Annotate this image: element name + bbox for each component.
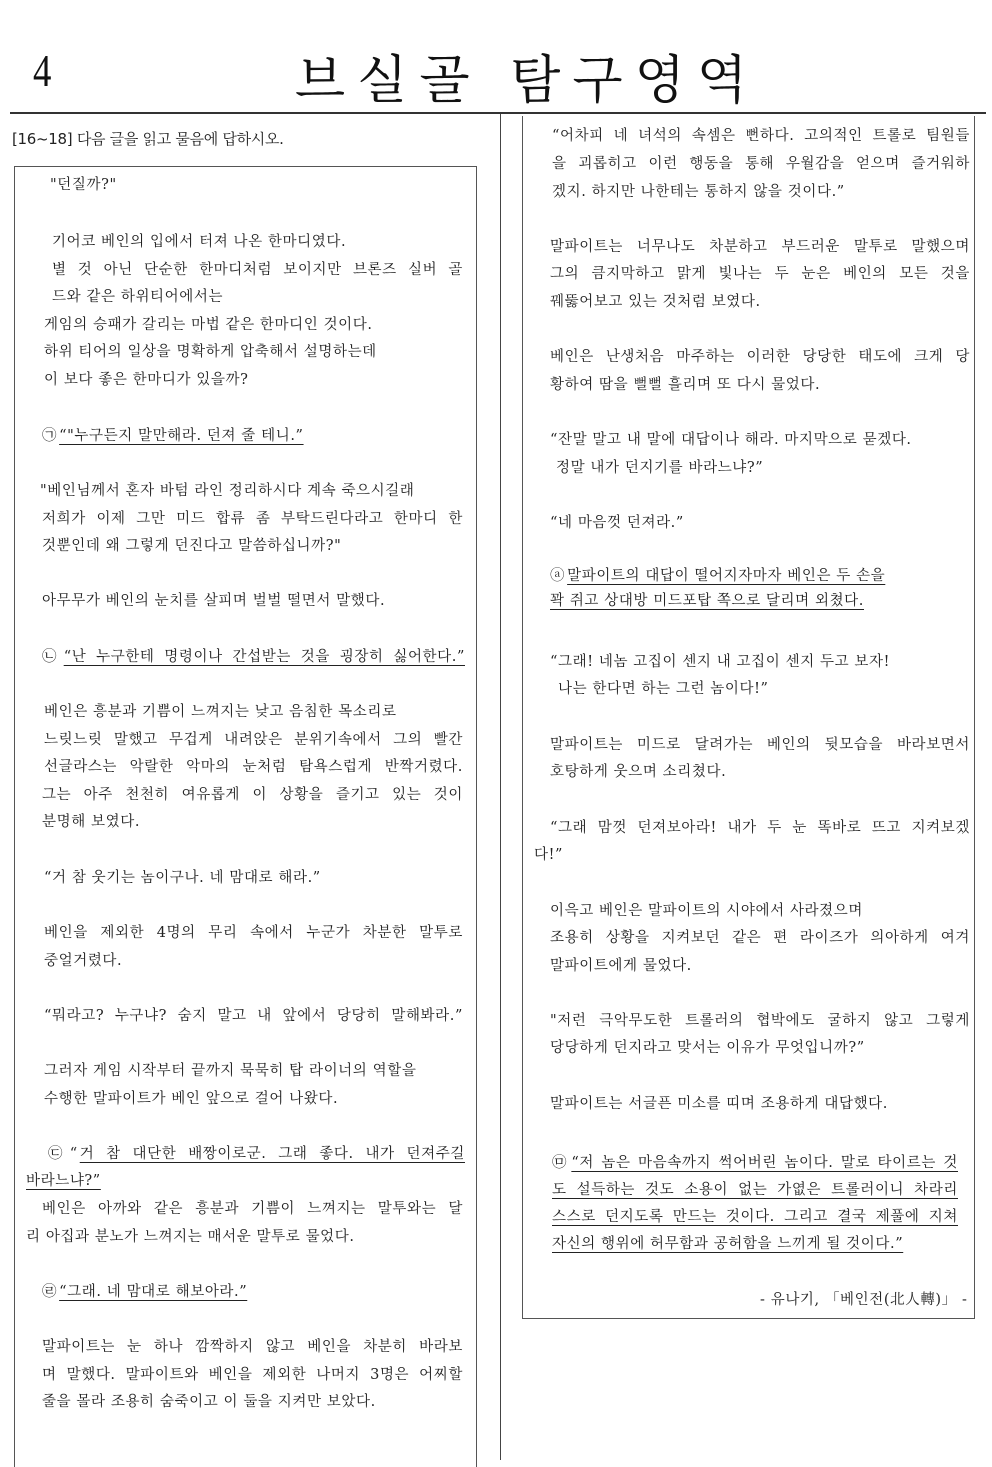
line-text: 하위 티어의 일상을 명확하게 압축해서 설명하는데 [44,344,377,360]
line-text: “그래 맘껏 던져보아라! 내가 두 눈 똑바로 뜨고 지켜보겠 [550,820,970,836]
underlined-text: 도 설득하는 것도 소용이 없는 가엾은 트롤러이니 차라리 [552,1182,958,1198]
left-passage-line [26,1171,101,1191]
line-text: “잔말 말고 내 말에 대답이나 해라. 마지막으로 묻겠다. [550,432,912,448]
line-text: 겠지. 하지만 나한테는 통하지 않을 것이다.” [552,184,845,200]
page-number: 4 [33,45,52,96]
line-text: 며 말했다. 말파이트와 베인을 제외한 나머지 3명은 어찌할 [42,1367,463,1383]
line-text: 기어코 베인의 입에서 터져 나온 한마디였다. [52,234,347,250]
annotation-marker: ㉣ [42,1284,58,1300]
line-text: 베인을 제외한 4명의 무리 속에서 누군가 차분한 말투로 [44,925,463,941]
line-text: “뭐라고? 누구냐? 숨지 말고 내 앞에서 당당히 말해봐라.” [44,1008,463,1024]
underlined-text: 말파이트의 대답이 떨어지자마자 베인은 두 손을 [567,568,886,584]
line-text: 꿰뚫어보고 있는 것처럼 보였다. [550,294,761,310]
annotation-marker: ㉢“ [48,1146,78,1162]
left-passage-line [42,785,463,805]
line-text: 수행한 말파이트가 베인 앞으로 걸어 나왔다. [44,1091,339,1107]
right-passage-line [550,292,761,312]
right-passage-line [550,513,684,533]
line-text: 게임의 승패가 갈리는 마법 같은 한마디인 것이다. [44,317,373,333]
underlined-text: “그래. 네 맘대로 해보아라.” [59,1284,248,1300]
line-text: 별 것 아닌 단순한 한마디처럼 보이지만 브론즈 실버 골 [52,262,463,278]
left-passage-line [44,730,463,750]
right-passage-line [556,458,763,478]
line-text: 이 보다 좋은 한마디가 있을까? [44,372,249,388]
line-text: 그의 큼지막하고 맑게 빛나는 두 눈은 베인의 모든 것을 [550,266,970,282]
line-text: 말파이트는 서글픈 미소를 띠며 조용하게 대답했다. [550,1096,888,1112]
line-text: 조용히 상황을 지켜보던 같은 편 라이즈가 의아하게 여겨 [550,930,970,946]
left-passage-line [42,1337,463,1357]
left-passage-line [52,287,223,307]
question-instruction: [16~18] 다음 글을 읽고 물음에 답하시오. [12,130,284,148]
right-passage-line [550,652,890,672]
right-passage-line [552,1234,903,1254]
left-passage-line [44,1006,463,1026]
left-passage-line [44,370,249,390]
underlined-text: 거 참 대단한 배짱이로군. 그래 좋다. 내가 던져주길 [79,1146,465,1162]
right-passage-line [552,1153,958,1173]
left-passage-line [42,591,385,611]
right-passage-line [550,1038,865,1058]
line-text: 중얼거렸다. [44,953,123,969]
line-text: 분명해 보였다. [42,814,141,830]
line-text: 말파이트는 너무나도 차분하고 부드러운 말투로 말했으며 [550,239,970,255]
column-divider [500,114,501,1460]
line-text: "던질까?" [50,177,117,193]
underlined-text: “난 누구한테 명령이나 간섭받는 것을 굉장히 싫어한다.” [63,649,465,665]
line-text: 당당하게 던지라고 맞서는 이유가 무엇입니까?” [550,1040,865,1056]
left-passage-line [42,647,465,667]
line-text: 이윽고 베인은 말파이트의 시야에서 사라졌으며 [550,903,863,919]
header-rule [10,112,986,114]
line-text: “어차피 네 녀석의 속셈은 뻔하다. 고의적인 트롤로 팀원들 [552,128,970,144]
source-attribution: - 유나기, 「베인전(北人轉)」 - [760,1292,968,1308]
line-text: “네 마음껏 던져라.” [550,515,684,531]
annotation-marker: ㉡ [42,649,62,665]
left-passage-line [48,1144,465,1164]
right-passage-line [550,264,970,284]
left-passage-line [44,1089,338,1109]
right-passage-line [550,928,970,948]
left-passage-line [40,481,414,501]
left-passage-line [26,1227,355,1247]
annotation-marker: ⓐ [550,568,566,584]
left-passage-line [44,923,463,943]
left-passage-line [42,426,304,446]
line-text: 그는 아주 천천히 여유롭게 이 상황을 즐기고 있는 것이 [42,787,463,803]
right-passage-line [552,1207,958,1227]
left-passage-line [44,868,321,888]
line-text: 베인은 흥분과 기쁨이 느껴지는 낮고 음침한 목소리로 [44,704,397,720]
line-text: 선글라스는 악랄한 악마의 눈처럼 탐욕스럽게 반짝거렸다. [44,759,463,775]
line-text: "저런 극악무도한 트롤러의 협박에도 굴하지 않고 그렇게 [550,1013,970,1029]
left-passage-line [42,509,463,529]
line-text: 나는 한다면 하는 그런 놈이다!” [558,681,769,697]
line-text: "베인님께서 혼자 바텀 라인 정리하시다 계속 죽으시길래 [40,483,415,499]
annotation-marker: ㉠ [42,428,58,444]
right-passage-line [550,1094,888,1114]
left-passage-line [52,260,463,280]
line-text: 황하여 땀을 뻘뻘 흘리며 또 다시 물었다. [550,377,821,393]
line-text: 호탕하게 웃으며 소리쳤다. [550,764,727,780]
right-passage-line [552,182,845,202]
right-passage-line [550,956,692,976]
right-passage-line [552,1180,958,1200]
left-passage-line [42,812,140,832]
line-text: 그러자 게임 시작부터 끝까지 묵묵히 탑 라이너의 역할을 [44,1063,417,1079]
right-passage-line [550,430,912,450]
left-passage-line [44,342,377,362]
right-passage-line [558,679,769,699]
right-passage-line [550,591,864,611]
line-text: “그래! 네놈 고집이 센지 내 고집이 센지 두고 보자! [550,654,891,670]
right-passage-line [550,375,820,395]
line-text: 것뿐인데 왜 그렇게 던진다고 말씀하십니까?" [42,538,342,554]
line-text: 드와 같은 하위티어에서는 [52,289,224,305]
line-text: 다!” [534,847,564,863]
left-passage-line [42,1199,463,1219]
right-passage-line [550,566,885,586]
underlined-text: 자신의 행위에 허무함과 공허함을 느끼게 될 것이다.” [552,1236,904,1252]
left-passage-line [44,702,397,722]
underlined-text: 바라느냐?” [26,1173,101,1189]
underlined-text: 꽉 쥐고 상대방 미드포탑 쪽으로 달리며 외쳤다. [550,593,864,609]
left-passage-line [44,315,373,335]
right-passage-line [534,845,563,865]
underlined-text: 스스로 던지도록 만드는 것이다. 그리고 결국 제풀에 지쳐 [552,1209,958,1225]
line-text: 베인은 난생처음 마주하는 이러한 당당한 태도에 크게 당 [550,349,970,365]
page-title: 브실골 탐구영역 [294,51,760,111]
line-text: 줄을 몰라 조용히 숨죽이고 이 둘을 지켜만 보았다. [42,1394,376,1410]
right-passage-line [550,237,970,257]
line-text: 아무무가 베인의 눈치를 살피며 벌벌 떨면서 말했다. [42,593,386,609]
line-text: 정말 내가 던지기를 바라느냐?” [556,460,764,476]
left-passage-line [42,1392,376,1412]
left-passage-line [42,1365,463,1385]
left-passage-line [50,175,117,195]
right-passage-line [550,347,970,367]
annotation-marker: ㉤ [552,1155,570,1171]
right-passage-line [550,762,726,782]
right-passage-line [550,735,970,755]
underlined-text: “"누구든지 말만해라. 던져 줄 테니.” [59,428,304,444]
line-text: 말파이트는 미드로 달려가는 베인의 뒷모습을 바라보면서 [550,737,970,753]
underlined-text: “저 놈은 마음속까지 썩어버린 놈이다. 말로 타이르는 것 [571,1155,958,1171]
left-passage-line [52,232,346,252]
right-passage-line [552,154,970,174]
line-text: “거 참 웃기는 놈이구나. 네 맘대로 해라.” [44,870,321,886]
line-text: 느릿느릿 말했고 무겁게 내려앉은 분위기속에서 그의 빨간 [44,732,463,748]
right-passage-line [552,126,970,146]
line-text: 말파이트는 눈 하나 깜짝하지 않고 베인을 차분히 바라보 [42,1339,463,1355]
right-passage-line [550,1011,970,1031]
right-passage-line [550,901,863,921]
left-passage-line [42,1282,247,1302]
line-text: 을 괴롭히고 이런 행동을 통해 우월감을 얻으며 즐거워하 [552,156,970,172]
left-passage-line [44,1061,416,1081]
left-passage-line [44,757,463,777]
line-text: 저희가 이제 그만 미드 합류 좀 부탁드린다라고 한마디 한 [42,511,463,527]
left-passage-line [42,536,341,556]
line-text: 베인은 아까와 같은 흥분과 기쁨이 느껴지는 말투와는 달 [42,1201,463,1217]
line-text: 리 아집과 분노가 느껴지는 매서운 말투로 물었다. [26,1229,355,1245]
left-passage-line [44,951,122,971]
right-passage-line [550,818,970,838]
line-text: 말파이트에게 물었다. [550,958,692,974]
